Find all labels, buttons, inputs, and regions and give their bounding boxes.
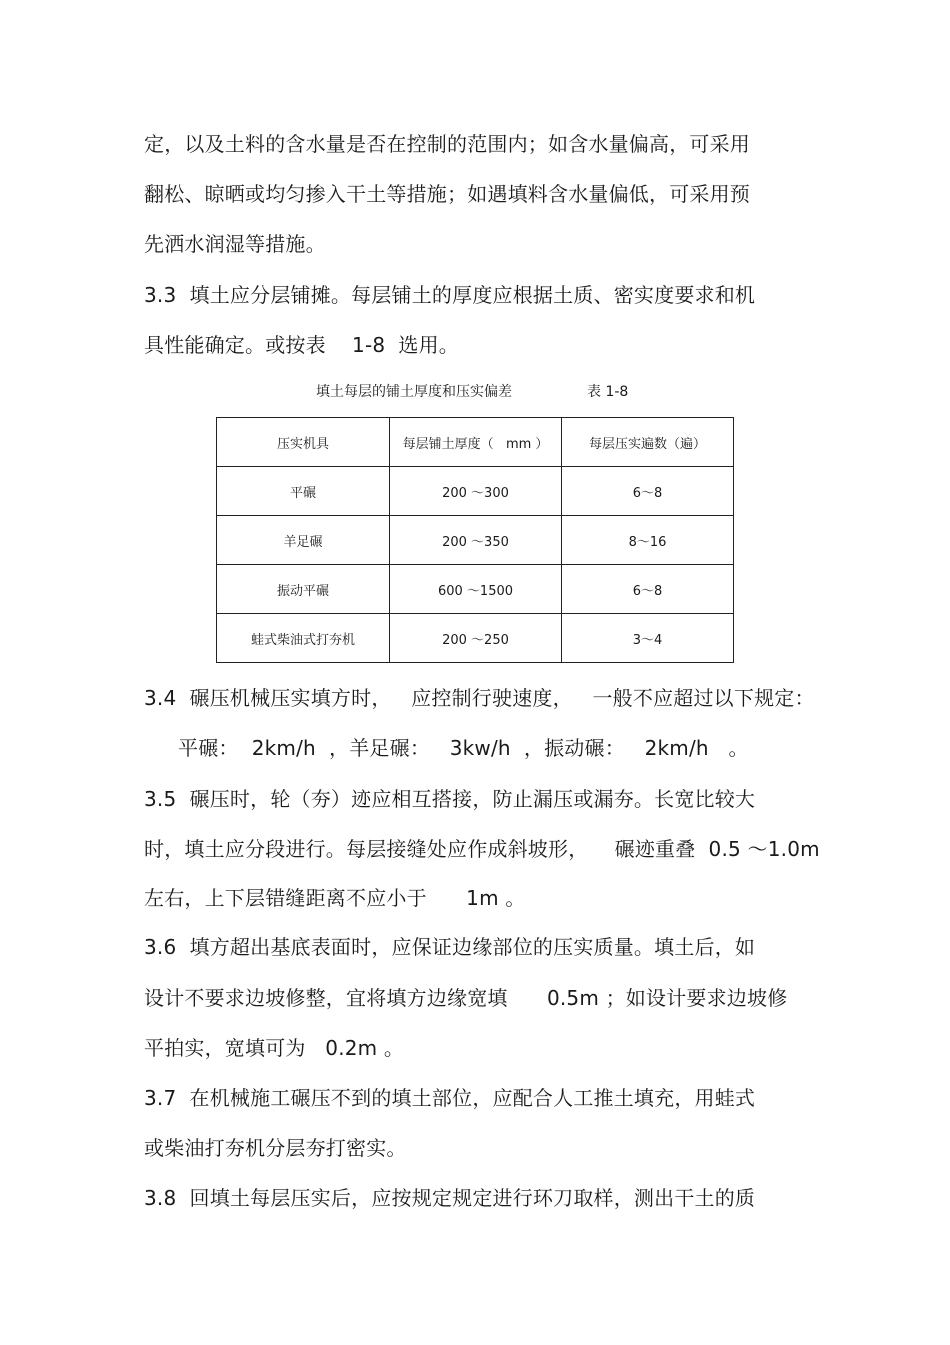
section-3-5-line: 3.5 碾压时，轮（夯）迹应相互搭接，防止漏压或漏夯。长宽比较大	[144, 787, 756, 811]
table-cell: 8～16	[562, 516, 734, 565]
table-header-cell: 每层压实遍数（遍）	[562, 418, 734, 467]
table-cell: 蛙式柴油式打夯机	[217, 614, 390, 663]
body-text-line: 平拍实，宽填可为 0.2m 。	[144, 1036, 405, 1060]
body-text-line: 定，以及土料的含水量是否在控制的范围内；如含水量偏高，可采用	[144, 132, 750, 156]
table-header-cell: 每层铺土厚度（ mm ）	[390, 418, 562, 467]
body-text-line: 具性能确定。或按表 1-8 选用。	[144, 333, 460, 357]
table-header-row	[217, 418, 734, 467]
table-row	[217, 516, 734, 565]
table-cell: 羊足碾	[217, 516, 390, 565]
section-3-7-line: 3.7 在机械施工碾压不到的填土部位，应配合人工推土填充，用蛙式	[144, 1086, 756, 1110]
section-3-3-line: 3.3 填土应分层铺摊。每层铺土的厚度应根据土质、密实度要求和机	[144, 283, 756, 307]
table-cell: 600 ～1500	[390, 565, 562, 614]
section-3-4-line: 3.4 碾压机械压实填方时， 应控制行驶速度， 一般不应超过以下规定：	[144, 686, 815, 710]
table-caption-title: 填土每层的铺土厚度和压实偏差	[316, 384, 512, 400]
table-cell: 平碾	[217, 467, 390, 516]
table-caption-number: 表 1-8	[587, 384, 629, 400]
table-cell: 200 ～300	[390, 467, 562, 516]
table-row	[217, 614, 734, 663]
section-3-6-line: 3.6 填方超出基底表面时，应保证边缘部位的压实质量。填土后，如	[144, 935, 756, 959]
body-text-line: 或柴油打夯机分层夯打密实。	[144, 1136, 407, 1160]
body-text-line: 先洒水润湿等措施。	[144, 232, 326, 256]
body-text-line: 设计不要求边坡修整，宜将填方边缘宽填 0.5m ；如设计要求边坡修	[144, 986, 788, 1010]
table-header-cell: 压实机具	[217, 418, 390, 467]
table-cell: 3～4	[562, 614, 734, 663]
table-cell: 6～8	[562, 467, 734, 516]
body-text-line: 左右，上下层错缝距离不应小于 1m 。	[144, 886, 526, 910]
section-3-8-line: 3.8 回填土每层压实后，应按规定规定进行环刀取样，测出干土的质	[144, 1186, 756, 1210]
table-row	[217, 467, 734, 516]
table-cell: 振动平碾	[217, 565, 390, 614]
fill-thickness-table	[216, 417, 734, 663]
table-cell: 6～8	[562, 565, 734, 614]
table-cell: 200 ～350	[390, 516, 562, 565]
body-text-line: 平碾： 2km/h ，羊足碾： 3kw/h ，振动碾： 2km/h 。	[178, 736, 749, 760]
body-text-line: 时，填土应分段进行。每层接缝处应作成斜坡形， 碾迹重叠 0.5 ～1.0m	[144, 837, 820, 861]
table-cell: 200 ～250	[390, 614, 562, 663]
table-row	[217, 565, 734, 614]
body-text-line: 翻松、晾晒或均匀掺入干土等措施；如遇填料含水量偏低，可采用预	[144, 182, 750, 206]
